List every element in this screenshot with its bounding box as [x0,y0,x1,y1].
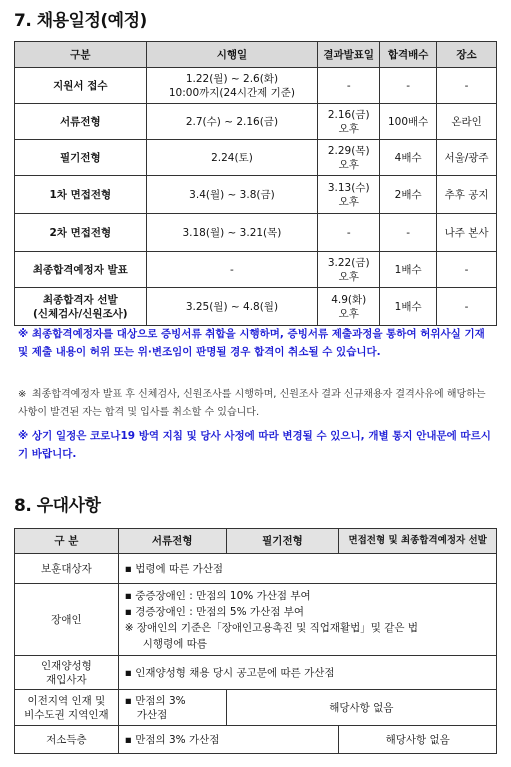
row-place: 나주 본사 [437,214,497,252]
row-ratio: 4배수 [380,140,437,176]
note-verification [18,325,498,361]
row-category: 이전지역 인재 및 비수도권 지역인재 [15,690,119,726]
note-mark: ※ [18,328,29,340]
note-text: 최종합격예정자 발표 후 신체검사, 신원조사를 시행하며, 신원조사 결과 신규채용자 결격사유에 해당하는 사항이 발견된 자는 합격 및 입사를 취소할 수 있습니다. [18,389,486,418]
row-text: ▪ 만점의 3% 가산점 [118,726,339,754]
schedule-row [15,68,497,104]
row-date: 1.22(월) ~ 2.6(화) 10:00까지(24시간제 기준) [146,68,318,104]
schedule-row [15,288,497,326]
preference-header-row [15,529,497,554]
row-result: 3.13(수) 오후 [318,176,380,214]
note-text: 최종합격예정자를 대상으로 증빙서류 취합을 시행하며, 증빙서류 제출과정을 통하여 허위사실 기재 및 제출 내용이 허위 또는 위·변조임이 판명될 경우 합격이 취소될 수 있습니다. [18,328,485,358]
section-7-title: 7. 채용일정(예정) [14,11,147,31]
row-text: ▪ 중증장애인 : 만점의 10% 가산점 부여 ▪ 경증장애인 : 만점의 5% 가산점 부여 ※ 장애인의 기준은「장애인고용촉진 및 직업재활법」및 같은 법 시행령에 따름 [118,584,496,656]
header-category: 구 분 [15,529,119,554]
note-mark: ※ [18,389,27,400]
note-background-check [18,386,498,422]
row-date: 3.25(월) ~ 4.8(월) [146,288,318,326]
row-ratio: 1배수 [380,288,437,326]
header-document: 서류전형 [118,529,226,554]
row-date: 2.24(토) [146,140,318,176]
row-category: 인재양성형 재입사자 [15,656,119,690]
row-ratio: - [380,68,437,104]
row-rest: 해당사항 없음 [339,726,497,754]
preference-row [15,584,497,656]
row-text: ▪ 법령에 따른 가산점 [118,554,496,584]
schedule-row [15,252,497,288]
header-interview: 면접전형 및 최종합격예정자 선발 [339,529,497,554]
row-place: 추후 공지 [437,176,497,214]
row-category: 2차 면접전형 [15,214,147,252]
row-category: 보훈대상자 [15,554,119,584]
schedule-row [15,176,497,214]
preference-row [15,690,497,726]
note-text: 상기 일정은 코로나19 방역 지침 및 당사 사정에 따라 변경될 수 있으니, 개별 통지 안내문에 따르시기 바랍니다. [18,430,491,460]
header-place: 장소 [437,42,497,68]
schedule-header-row [15,42,497,68]
row-ratio: 100배수 [380,104,437,140]
preference-row [15,656,497,690]
row-category: 1차 면접전형 [15,176,147,214]
row-category: 최종합격예정자 발표 [15,252,147,288]
row-text: ▪ 만점의 3% 가산점 [118,690,226,726]
row-ratio: - [380,214,437,252]
header-written: 필기전형 [226,529,339,554]
row-date: 2.7(수) ~ 2.16(금) [146,104,318,140]
row-place: - [437,252,497,288]
header-ratio: 합격배수 [380,42,437,68]
row-text: ▪ 인재양성형 채용 당시 공고문에 따른 가산점 [118,656,496,690]
preference-row [15,726,497,754]
row-ratio: 1배수 [380,252,437,288]
schedule-row [15,104,497,140]
header-date: 시행일 [146,42,318,68]
note-mark: ※ [18,430,29,442]
row-place: - [437,288,497,326]
row-category: 지원서 접수 [15,68,147,104]
row-ratio: 2배수 [380,176,437,214]
schedule-row [15,214,497,252]
schedule-row [15,140,497,176]
row-result: - [318,214,380,252]
row-result: - [318,68,380,104]
preference-table [14,528,497,754]
row-result: 4.9(화) 오후 [318,288,380,326]
row-date: 3.18(월) ~ 3.21(목) [146,214,318,252]
header-category: 구분 [15,42,147,68]
row-date: 3.4(월) ~ 3.8(금) [146,176,318,214]
note-schedule-change [18,427,498,463]
row-category: 필기전형 [15,140,147,176]
row-category: 장애인 [15,584,119,656]
header-result: 결과발표일 [318,42,380,68]
row-result: 3.22(금) 오후 [318,252,380,288]
schedule-table [14,41,497,326]
row-place: 온라인 [437,104,497,140]
row-category: 최종합격자 선발 (신체검사/신원조사) [15,288,147,326]
preference-row [15,554,497,584]
row-place: 서울/광주 [437,140,497,176]
row-result: 2.16(금) 오후 [318,104,380,140]
row-rest: 해당사항 없음 [226,690,496,726]
row-date: - [146,252,318,288]
row-result: 2.29(목) 오후 [318,140,380,176]
row-category: 저소득층 [15,726,119,754]
row-place: - [437,68,497,104]
row-category: 서류전형 [15,104,147,140]
section-8-title: 8. 우대사항 [14,496,101,516]
